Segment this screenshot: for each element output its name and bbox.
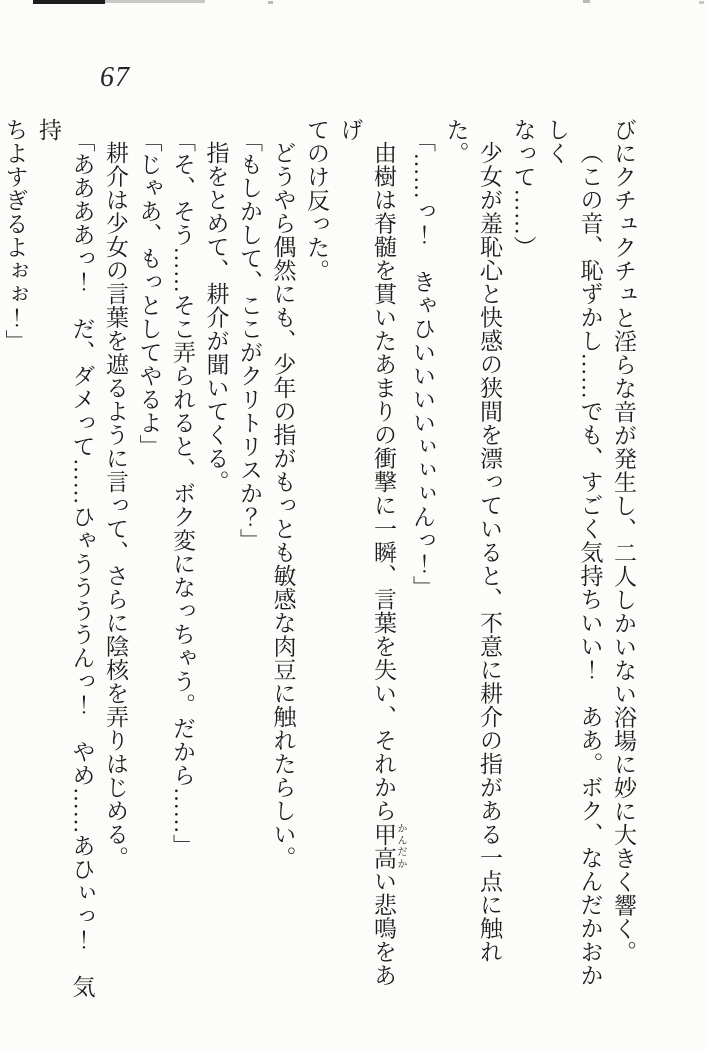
text-line: どうやら偶然にも、少年の指がもっとも敏感な肉豆に触れたらしい。 [270,141,296,870]
scan-artifact [33,0,105,4]
text-line: なって……） [510,118,536,259]
text-line: 由樹は脊髄を貫いたあまりの衝撃に一瞬、言葉を失い、それから甲高 かんだかい悲鳴をあげ [337,118,406,987]
text-line: 「……っ！ きゃひいいいいぃぃぃんっ！」 [410,129,435,599]
text-block [0,118,640,1003]
text-line: てのけ反った。 [304,118,329,283]
text-line: びにクチュクチュと淫らな音が発生し、二人しかいない浴場に妙に大きく響く。 [611,118,636,964]
text-line: 耕介は少女の言葉を遮るように言って、さらに陰核を弄りはじめる。 [103,141,128,870]
scan-artifact [268,1,273,4]
scan-artifact [105,0,205,3]
text-line: 「ああああっ！ だ、ダメって……ひゃううううんっ！ やめ……あひぃっ！ 気持 [36,118,95,999]
scan-artifact [699,1,704,4]
text-line: 「もしかして、ここがクリトリスか？」 [237,129,262,552]
page-number: 67 [100,62,130,93]
text-line: 少女が羞恥心と快感の狭間を漂っていると、不意に耕介の指がある一点に触れた。 [443,118,502,964]
text-line: 「じゃあ、もっとしてやるよ」 [136,129,162,458]
text-line: 「そ、そう……そこ弄られると、ボク変になっちゃう。だから……」 [170,129,195,858]
furigana-ruby: 甲高 かんだか [371,822,406,870]
text-line: 指をとめて、耕介が聞いてくる。 [203,141,229,494]
text-line: （この音、恥ずかし……でも、すごく気持ちいい！ ああ。ボク、なんだかおかしく [544,118,603,987]
text-line: ちよすぎるよぉぉ！」 [2,118,28,353]
scan-artifact [583,0,590,3]
